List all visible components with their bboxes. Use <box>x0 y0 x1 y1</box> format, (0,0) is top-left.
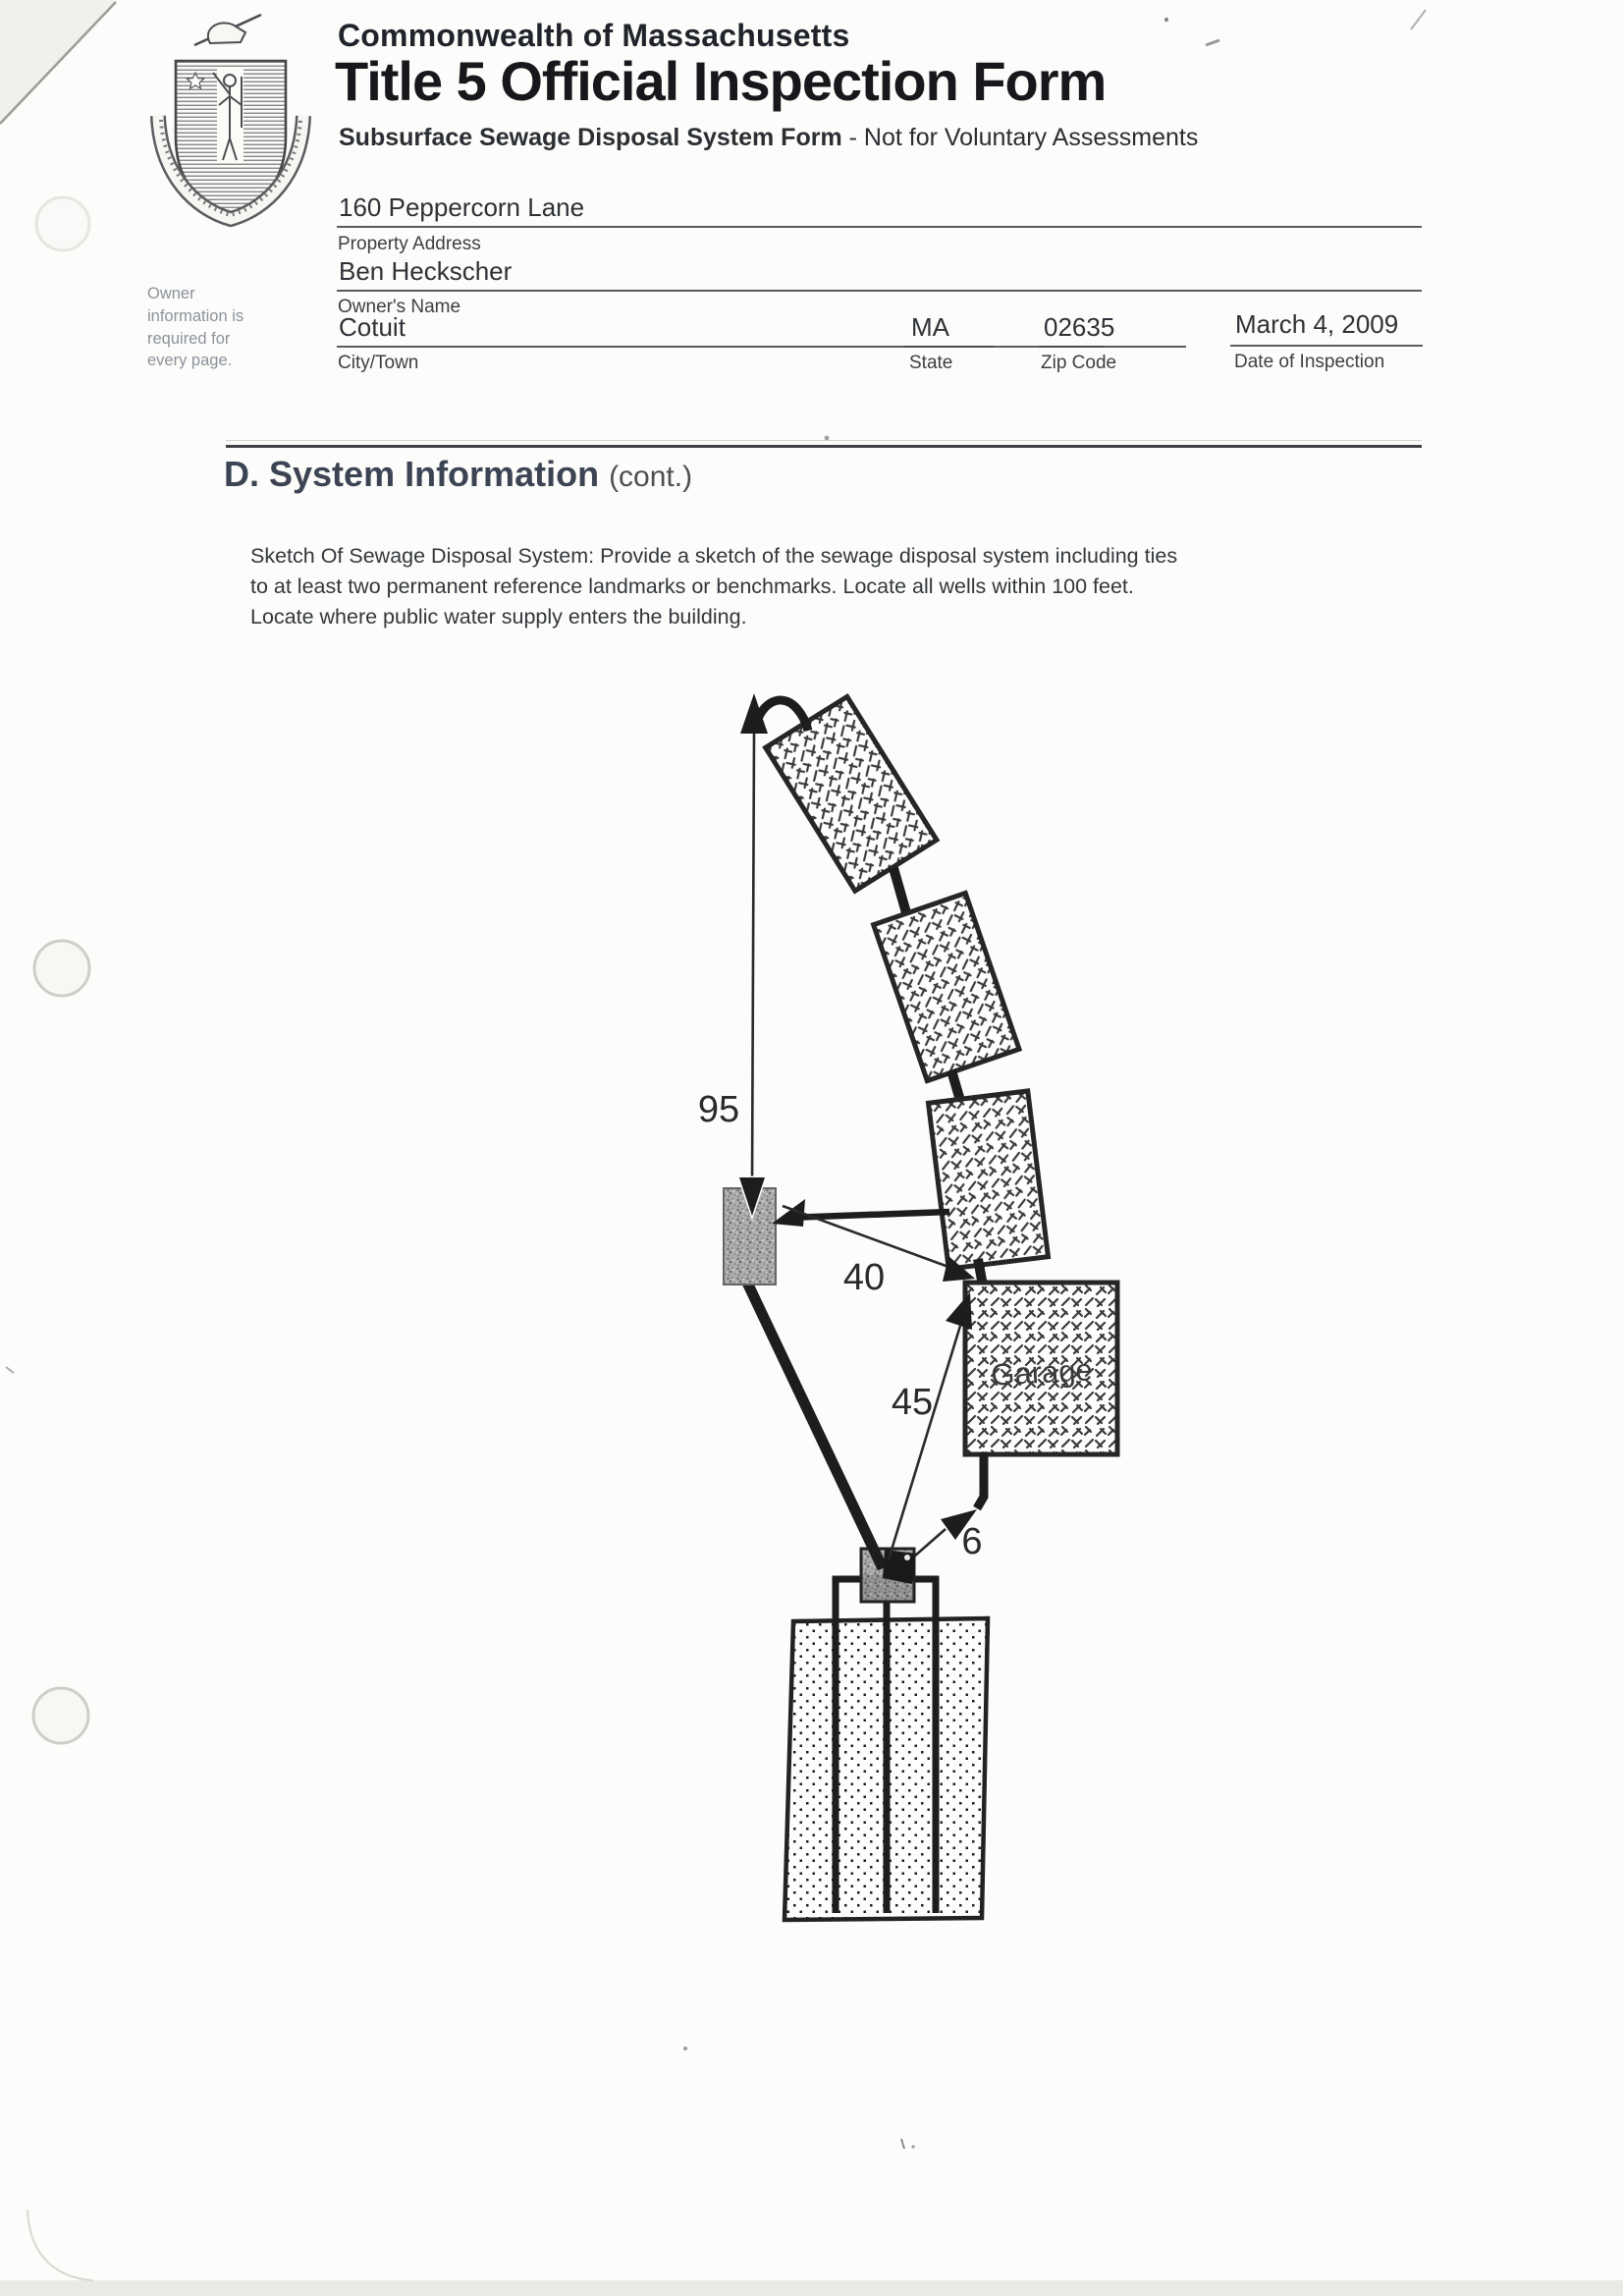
scan-speck <box>1206 40 1219 45</box>
zip-code-value: 02635 <box>1044 312 1115 342</box>
agency-name: Commonwealth of Massachusetts <box>338 18 850 53</box>
section-divider <box>226 440 1422 441</box>
massachusetts-seal-icon <box>143 10 318 234</box>
scan-speck <box>1164 18 1168 22</box>
state-label: State <box>909 353 953 373</box>
owner-name-value: Ben Heckscher <box>339 256 513 286</box>
measurement-line-95 <box>752 732 754 1183</box>
page-fold <box>0 0 116 124</box>
inspection-date-label: Date of Inspection <box>1234 352 1385 372</box>
form-subtitle <box>339 124 1198 152</box>
scan-speck <box>683 2047 687 2050</box>
measurement-6: 6 <box>961 1521 983 1562</box>
section-rule <box>226 445 1422 448</box>
measurement-45: 45 <box>891 1382 934 1423</box>
city-town-label: City/Town <box>338 353 419 373</box>
scan-speck <box>6 1367 14 1373</box>
page-curl <box>27 2210 93 2280</box>
sewage-system-sketch <box>628 619 1178 1994</box>
punch-hole <box>33 1688 88 1743</box>
property-address-value: 160 Peppercorn Lane <box>339 192 585 222</box>
subtitle-bold: Subsurface Sewage Disposal System Form <box>339 124 842 151</box>
state-value: MA <box>911 312 949 342</box>
field-underline <box>903 346 994 348</box>
field-underline <box>337 290 1422 292</box>
section-heading-text: D. System Information <box>224 454 600 494</box>
subtitle-rest: - Not for Voluntary Assessments <box>841 124 1199 151</box>
tank-segment-1 <box>766 696 937 891</box>
arrowhead-up-right <box>946 1292 972 1330</box>
inspection-date-value: March 4, 2009 <box>1235 309 1399 339</box>
field-underline <box>1039 346 1186 348</box>
scan-speck <box>901 2139 904 2149</box>
seal-arm <box>208 23 245 43</box>
form-title: Title 5 Official Inspection Form <box>335 50 1107 112</box>
sketch-instructions-line1: Sketch Of Sewage Disposal System: Provide a sketch of the sewage disposal system including ties <box>250 544 1178 568</box>
owner-name-label: Owner's Name <box>338 297 461 317</box>
sketch-instructions-line3: Locate where public water supply enters the building. <box>250 605 747 629</box>
field-underline <box>337 226 1422 228</box>
punch-hole <box>34 941 89 996</box>
scan-speck <box>1411 10 1426 29</box>
property-address-label: Property Address <box>338 234 481 254</box>
distribution-box-inlet <box>883 1550 916 1584</box>
field-underline <box>1230 345 1423 347</box>
zip-code-label: Zip Code <box>1041 353 1117 373</box>
city-town-value: Cotuit <box>339 312 406 342</box>
page-edge <box>0 2280 1623 2296</box>
punch-hole <box>36 197 89 250</box>
tank-segment-2 <box>874 893 1019 1080</box>
garage-label: Garage <box>990 1352 1094 1393</box>
sketch-instructions-line2: to at least two permanent reference landmarks or benchmarks. Locate all wells within 100 feet. <box>250 574 1134 598</box>
tank-segment-3 <box>929 1091 1049 1269</box>
garage-pipe <box>977 1452 984 1508</box>
measurement-40: 40 <box>842 1257 886 1298</box>
section-heading-cont: (cont.) <box>609 461 693 493</box>
pipe-to-distribution-box <box>747 1283 883 1568</box>
section-heading <box>224 454 692 495</box>
owner-info-note: Owner information is required for every page. <box>147 285 244 370</box>
measurement-95: 95 <box>697 1089 740 1130</box>
scan-speck <box>911 2145 914 2148</box>
measurement-line-6 <box>914 1529 946 1557</box>
